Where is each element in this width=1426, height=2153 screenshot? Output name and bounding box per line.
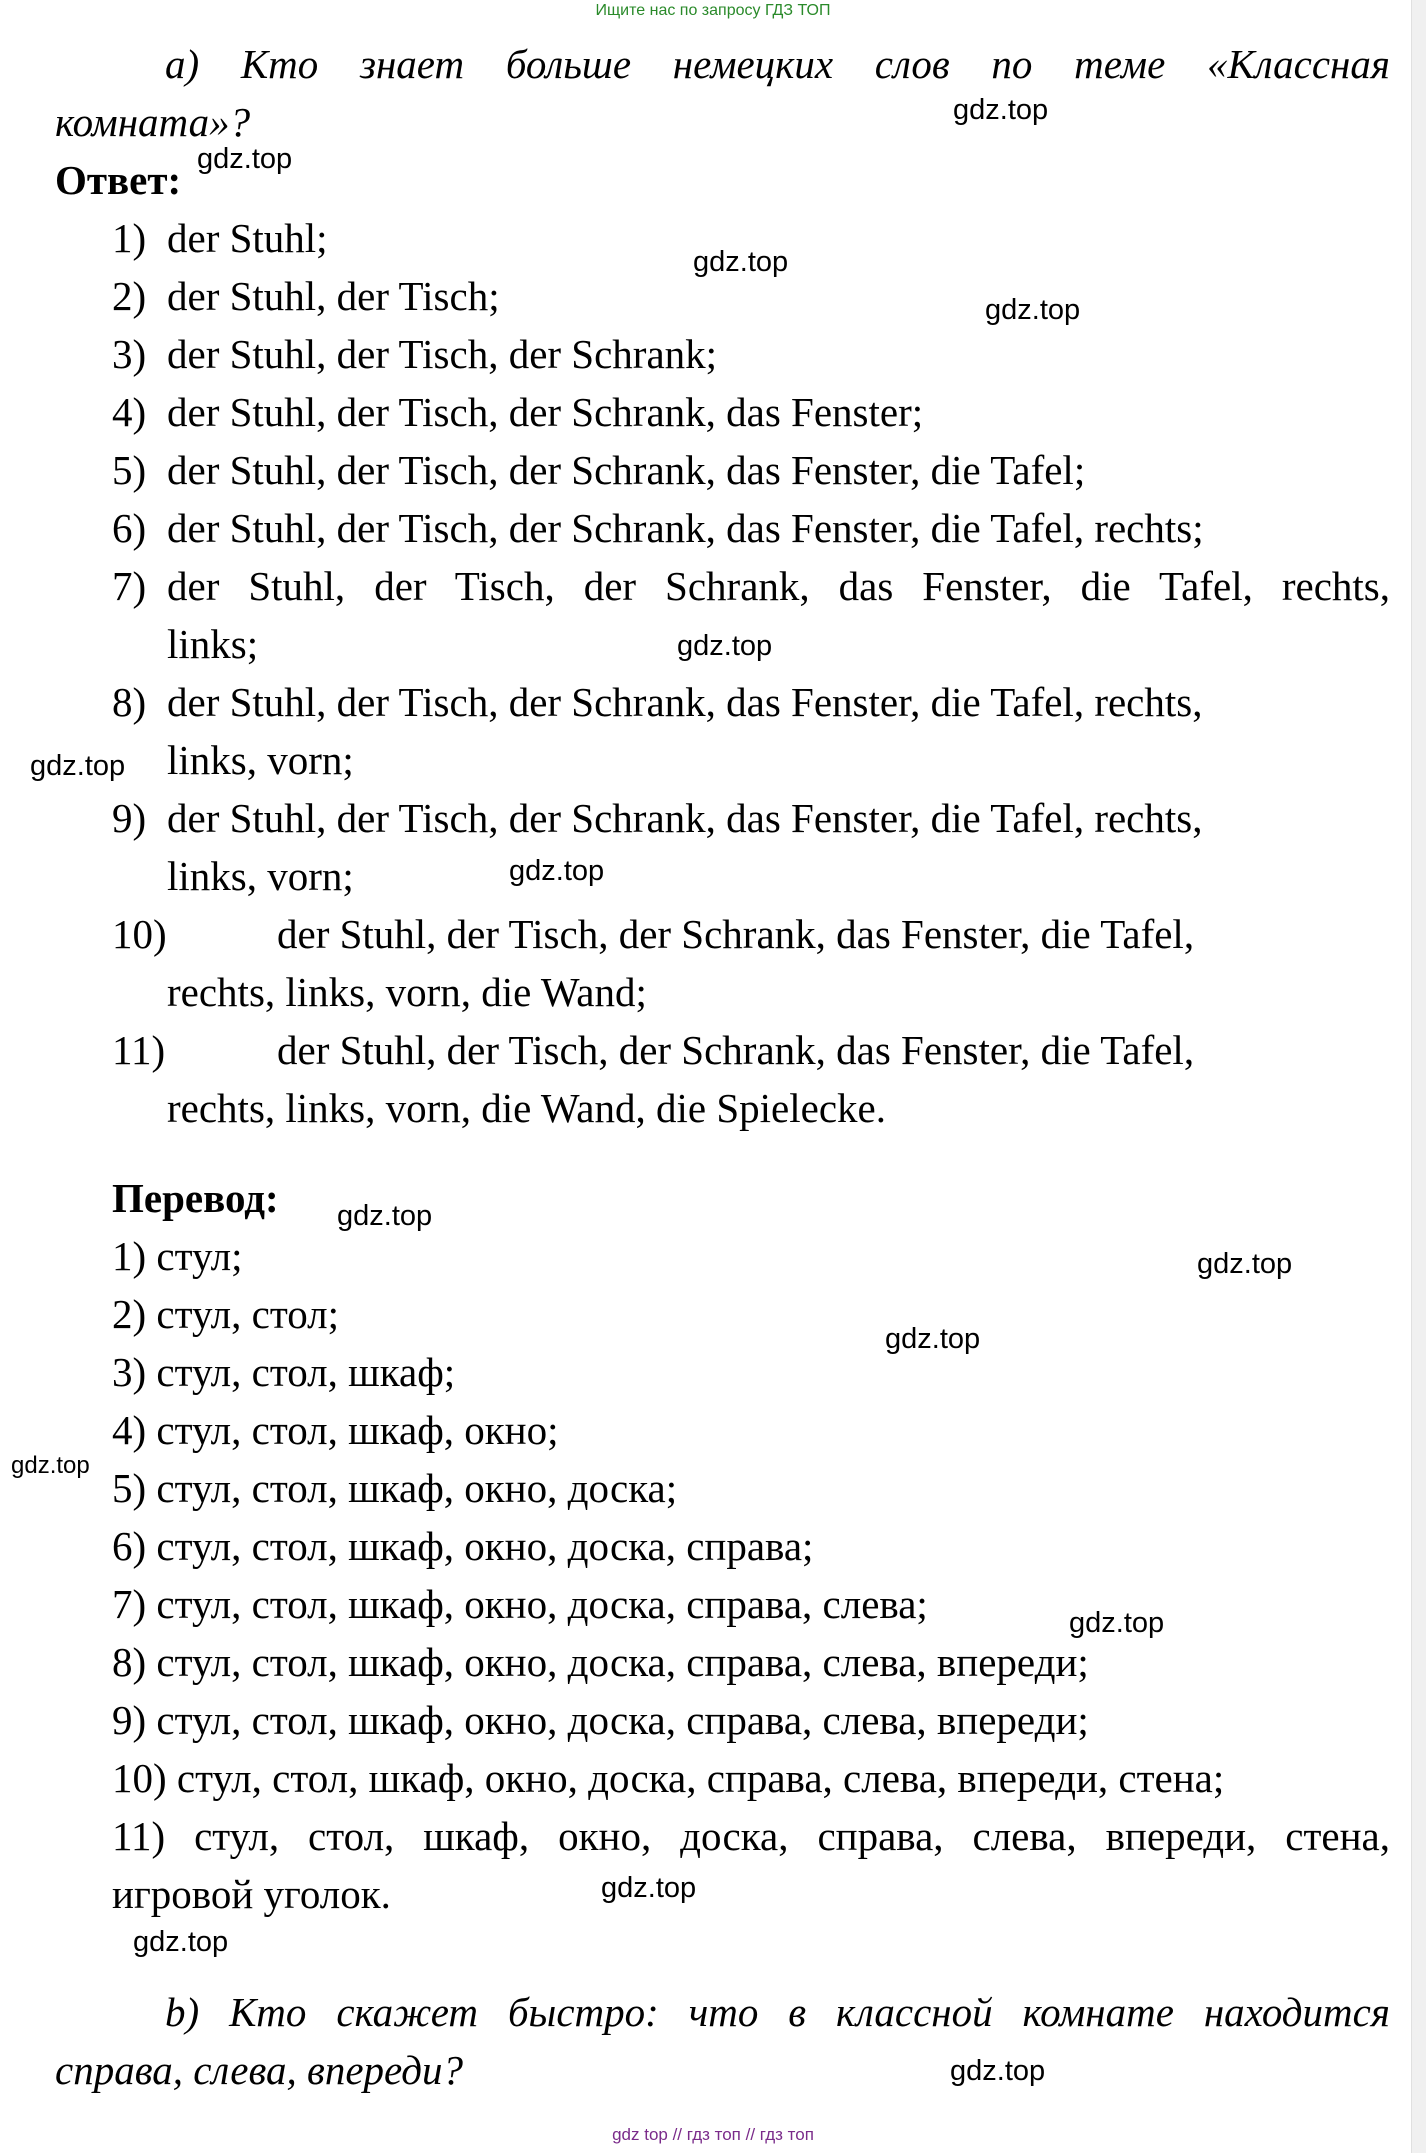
page-scroll-edge <box>1411 0 1426 2153</box>
item-text: der Stuhl, der Tisch, der Schrank, das Fenster, die Tafel; <box>167 447 1086 493</box>
item-text: der Stuhl, der Tisch, der Schrank, das Fenster, die Tafel, rechts, <box>167 679 1203 725</box>
header-note: Ищите нас по запросу ГДЗ ТОП <box>595 2 831 19</box>
russian-item-7: 7) стул, стол, шкаф, окно, доска, справа, слева; <box>112 1581 928 1627</box>
item-text: der Stuhl, der Tisch, der Schrank, das Fenster, die Tafel, <box>277 911 1195 957</box>
item-number: 8) <box>112 679 147 725</box>
task-a-word: слов <box>874 41 950 87</box>
item-text: der Stuhl, der Tisch, der Schrank, das Fenster, die Tafel, rechts, <box>167 795 1203 841</box>
german-item-8-cont: links, vorn; <box>167 737 354 783</box>
answer-label: Ответ: <box>55 157 182 203</box>
watermark: gdz.top <box>677 630 773 662</box>
russian-item-11 <box>112 1813 1390 1859</box>
watermark: gdz.top <box>11 1452 90 1479</box>
task-b-word: быстро: <box>507 1989 659 2035</box>
german-item-7 <box>112 563 1390 609</box>
task-a-word: по <box>991 41 1033 87</box>
task-a-line1 <box>55 41 1390 87</box>
item-number: 3) <box>112 331 147 377</box>
task-b-line1 <box>55 1989 1390 2035</box>
task-b-word: в <box>788 1989 807 2035</box>
russian-item-11-cont: игровой уголок. <box>112 1871 391 1917</box>
german-item-11-cont: rechts, links, vorn, die Wand, die Spielecke. <box>167 1085 886 1131</box>
german-item-7-cont: links; <box>167 621 259 667</box>
task-b-word: классной <box>836 1989 993 2035</box>
watermark: gdz.top <box>337 1200 433 1232</box>
german-item-1 <box>112 215 328 261</box>
task-a-word: теме <box>1074 41 1166 87</box>
watermark: gdz.top <box>693 246 789 278</box>
task-b-word: b) <box>165 1989 200 2035</box>
task-a-word: больше <box>505 41 632 87</box>
russian-11-word: впереди, <box>1105 1813 1257 1859</box>
task-a-word: Кто <box>240 41 319 87</box>
russian-11-word: стул, <box>194 1813 280 1859</box>
russian-11-word: шкаф, <box>423 1813 530 1859</box>
task-a-word: немецких <box>672 41 834 87</box>
task-a-word: а) <box>165 41 200 87</box>
russian-11-word: стол, <box>308 1813 395 1859</box>
russian-item-9: 9) стул, стол, шкаф, окно, доска, справа, слева, впереди; <box>112 1697 1089 1743</box>
item-number: 11) <box>112 1027 166 1073</box>
item-text: der Stuhl, der Tisch, der Schrank, das Fenster, die Tafel, rechts, <box>167 563 1390 609</box>
russian-item-6: 6) стул, стол, шкаф, окно, доска, справа; <box>112 1523 814 1569</box>
item-number: 1) <box>112 215 147 261</box>
watermark: gdz.top <box>133 1926 229 1958</box>
german-item-9 <box>112 795 1203 841</box>
watermark: gdz.top <box>985 294 1081 326</box>
watermark: gdz.top <box>885 1323 981 1355</box>
item-text: der Stuhl; <box>167 215 328 261</box>
german-item-4 <box>112 389 924 435</box>
german-item-10-cont: rechts, links, vorn, die Wand; <box>167 969 647 1015</box>
german-item-10 <box>112 911 1195 957</box>
german-item-3 <box>112 331 718 377</box>
german-item-6 <box>112 505 1204 551</box>
russian-11-word: слева, <box>972 1813 1077 1859</box>
german-item-2 <box>112 273 500 319</box>
russian-11-word: 11) <box>112 1813 166 1859</box>
russian-11-word: окно, <box>558 1813 652 1859</box>
translation-label: Перевод: <box>112 1175 279 1221</box>
task-b-word: Кто <box>229 1989 307 2035</box>
item-number: 10) <box>112 911 167 957</box>
german-item-5 <box>112 447 1086 493</box>
russian-item-2: 2) стул, стол; <box>112 1291 340 1337</box>
watermark: gdz.top <box>953 94 1049 126</box>
russian-item-5: 5) стул, стол, шкаф, окно, доска; <box>112 1465 678 1511</box>
task-a-word: знает <box>359 41 465 87</box>
item-text: der Stuhl, der Tisch; <box>167 273 500 319</box>
item-number: 5) <box>112 447 147 493</box>
russian-11-word: доска, <box>680 1813 789 1859</box>
item-number: 4) <box>112 389 147 435</box>
russian-item-10: 10) стул, стол, шкаф, окно, доска, справа, слева, впереди, стена; <box>112 1755 1225 1801</box>
item-text: der Stuhl, der Tisch, der Schrank, das Fenster, die Tafel, rechts; <box>167 505 1204 551</box>
task-a-word: «Классная <box>1207 41 1390 87</box>
task-b-word: скажет <box>336 1989 479 2035</box>
watermark: gdz.top <box>30 750 126 782</box>
item-text: der Stuhl, der Tisch, der Schrank, das Fenster; <box>167 389 924 435</box>
watermark: gdz.top <box>1069 1607 1165 1639</box>
task-b-word: комнате <box>1022 1989 1174 2035</box>
watermark: gdz.top <box>1197 1248 1293 1280</box>
russian-item-3: 3) стул, стол, шкаф; <box>112 1349 456 1395</box>
footer-note: gdz top // гдз топ // гдз топ <box>612 2125 814 2144</box>
item-number: 2) <box>112 273 147 319</box>
item-number: 9) <box>112 795 147 841</box>
item-number: 6) <box>112 505 147 551</box>
watermark: gdz.top <box>601 1872 697 1904</box>
russian-item-8: 8) стул, стол, шкаф, окно, доска, справа, слева, впереди; <box>112 1639 1089 1685</box>
german-item-11 <box>112 1027 1195 1073</box>
watermark: gdz.top <box>197 143 293 175</box>
task-b-word: находится <box>1203 1989 1390 2035</box>
item-text: der Stuhl, der Tisch, der Schrank, das Fenster, die Tafel, <box>277 1027 1195 1073</box>
german-item-8 <box>112 679 1203 725</box>
item-number: 7) <box>112 563 147 609</box>
russian-item-1: 1) стул; <box>112 1233 243 1279</box>
item-text: der Stuhl, der Tisch, der Schrank; <box>167 331 718 377</box>
russian-item-4: 4) стул, стол, шкаф, окно; <box>112 1407 559 1453</box>
russian-11-word: справа, <box>817 1813 944 1859</box>
watermark: gdz.top <box>950 2055 1046 2087</box>
task-a-line2: комната»? <box>55 99 251 145</box>
watermark: gdz.top <box>509 855 605 887</box>
task-b-word: что <box>688 1989 759 2035</box>
russian-11-word: стена, <box>1285 1813 1390 1859</box>
task-b-line2: справа, слева, впереди? <box>55 2047 463 2093</box>
german-item-9-cont: links, vorn; <box>167 853 354 899</box>
